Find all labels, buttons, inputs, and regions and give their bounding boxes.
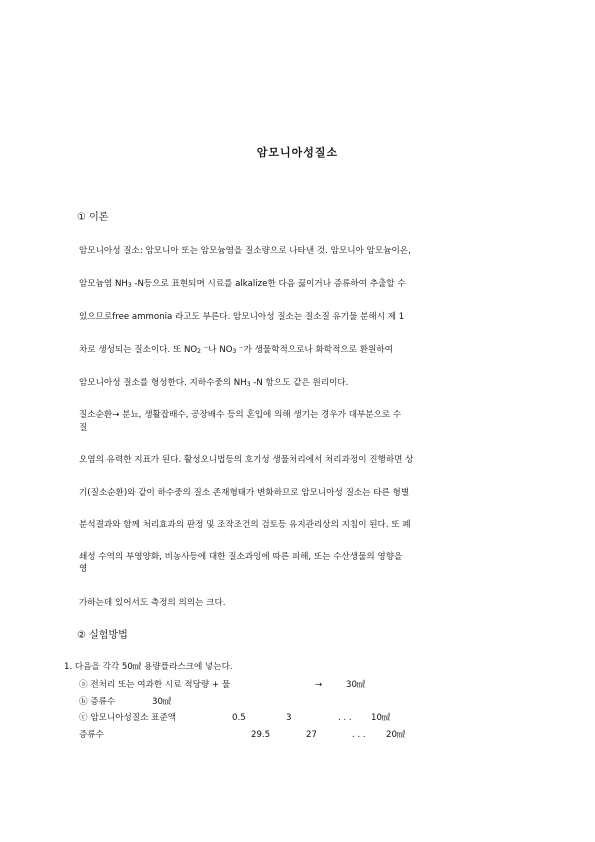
section-theory-heading: ① 이론 (77, 212, 109, 223)
theory-line-7 (79, 454, 413, 466)
item-b-label: ⓑ 증류수 (79, 697, 116, 707)
theory-text: 암모니아성 질소: 암모니아 또는 암모늄염을 질소량으로 나타낸 것. 암모니아 암모늄이온, (79, 246, 411, 256)
item-c-value: 3 (286, 713, 292, 723)
subscript: 3 (232, 348, 237, 355)
item-b-volume: 30㎖ (152, 697, 172, 707)
theory-text: 영 (79, 564, 88, 574)
theory-line-6-wrap (79, 422, 87, 434)
theory-text: 암모니아성 질소를 형성한다. 지하수중의 NH (79, 378, 247, 388)
page-title: 암모니아성질소 (256, 146, 339, 159)
theory-line-3 (79, 311, 404, 323)
item-c-value: 0.5 (232, 713, 246, 723)
theory-line-11 (79, 597, 225, 609)
theory-text: 질소순환→ 분뇨, 생활잡배수, 공장배수 등의 혼입에 의해 생기는 경우가 대부분으로 수 (79, 410, 402, 420)
theory-text: 차로 생성되는 질소이다. 또 NO (79, 345, 198, 355)
theory-text: -N 함으도 같은 원리이다. (250, 378, 349, 388)
theory-text: ⁻가 생물학적으로나 화학적으로 환원하여 (236, 345, 393, 355)
item-c-label: ⓒ 암모니아성질소 표준액 (79, 713, 177, 723)
theory-line-8 (79, 487, 409, 499)
theory-text: 기(질소순환)와 같이 하수중의 질소 존재형태가 변화하므로 암모니아성 질소는 타른 형별 (79, 488, 410, 498)
arrow-icon: → (315, 680, 323, 690)
item-a-volume: 30㎖ (346, 680, 366, 690)
subscript: 3 (127, 282, 132, 289)
theory-text: 쇄성 수역의 부영양화, 비농사등에 대한 질소과잉에 따른 피해, 또는 수산생물의 영향을 (79, 552, 403, 562)
theory-text: 암모늄염 NH (79, 279, 128, 289)
theory-text: -N등으로 표현되며 시료를 alkalize한 다음 끓이거나 증류하여 추출할 수 (131, 279, 406, 289)
theory-line-4 (79, 344, 393, 358)
item-a-label: ⓐ 전처리 또는 여과한 시료 적당량 + 물 (79, 680, 231, 690)
theory-line-2 (79, 278, 406, 292)
theory-line-10-wrap (79, 563, 87, 575)
water-row-value: 27 (306, 730, 317, 740)
theory-text: 있으므로free ammonia 라고도 부른다. 암모니아성 질소는 질소질 유기물 분해시 제 1 (79, 312, 405, 322)
water-row-label: 증류수 (79, 730, 104, 740)
subscript: 2 (197, 348, 201, 355)
water-row-value: 20㎖ (386, 730, 406, 740)
theory-text: 분석결과와 함께 처리효과의 판정 및 조작조건의 검토등 유지관리상의 지침이 된다. 또 폐 (79, 520, 411, 530)
theory-line-5 (79, 377, 348, 391)
theory-text: ⁻나 NO (201, 345, 233, 355)
theory-text: 오염의 유력한 지표가 된다. 활성오니법등의 호기성 생물처리에서 처리과정이 진행하면 상 (79, 455, 414, 465)
water-row-value: 29.5 (251, 730, 271, 740)
item-c-value: . . . (338, 713, 352, 723)
method-step-1: 1. 다음을 각각 50㎖ 용량플라스크에 넣는다. (64, 662, 233, 672)
theory-line-1 (79, 245, 411, 257)
theory-line-10 (79, 551, 402, 563)
theory-text: 가하는데 있어서도 측정의 의의는 크다. (79, 598, 226, 608)
water-row-value: . . . (352, 730, 366, 740)
theory-line-9 (79, 519, 411, 531)
subscript: 3 (246, 381, 251, 388)
section-method-heading: ② 실험방법 (77, 630, 128, 641)
theory-text: 질 (79, 423, 88, 433)
item-c-value: 10㎖ (371, 713, 391, 723)
theory-line-6 (79, 409, 401, 421)
